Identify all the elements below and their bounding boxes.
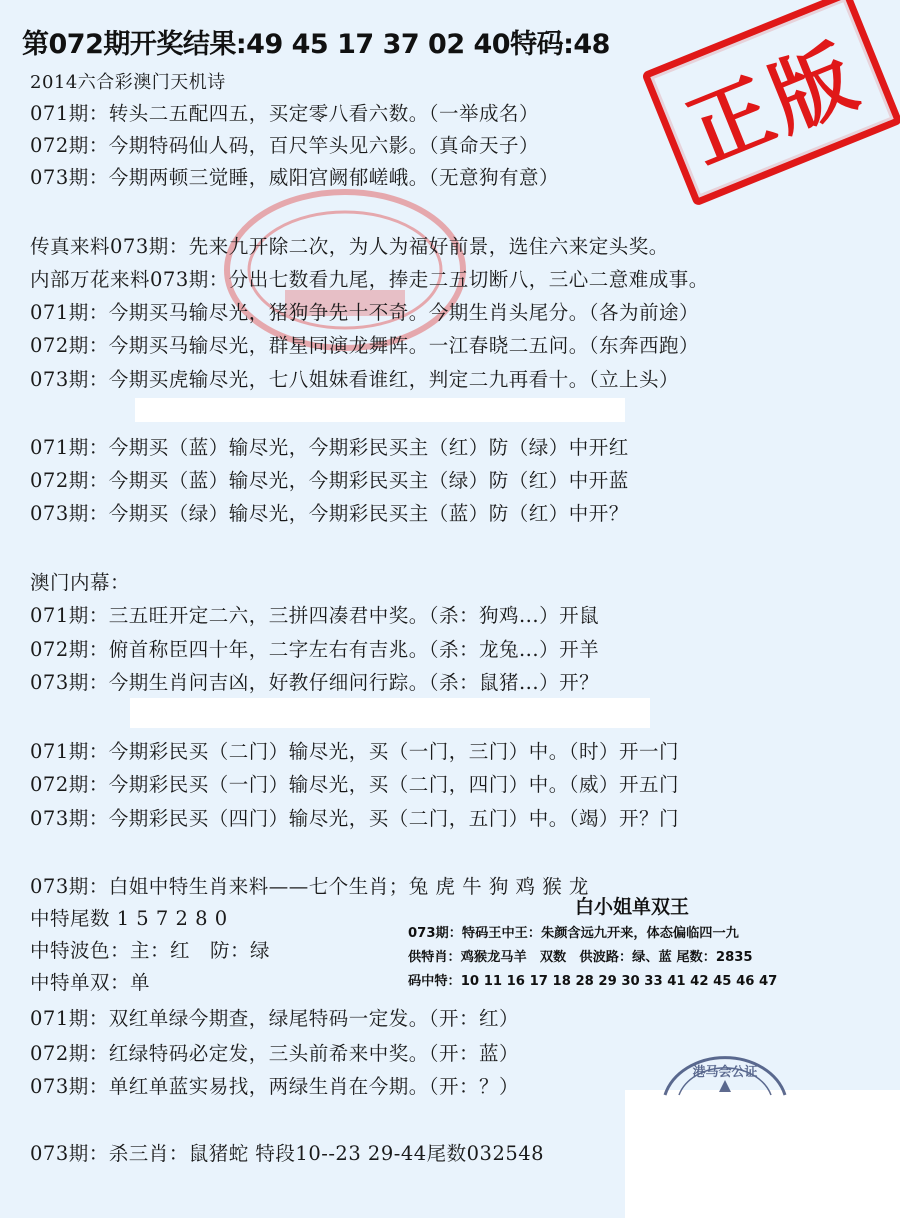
text-line: 073期：单红单蓝实易找，两绿生肖在今期。（开：？） — [30, 1075, 519, 1098]
text-line: 072期：今期彩民买（一门）输尽光，买（二门，四门）中。（威）开五门 — [30, 773, 679, 796]
text-line: 071期：双红单绿今期查，绿尾特码一定发。（开：红） — [30, 1007, 519, 1030]
text-line: 071期：三五旺开定二六，三拼四凑君中奖。（杀：狗鸡...）开鼠 — [30, 604, 600, 627]
text-line: 071期：今期买马输尽光，猪狗争先十不奇。今期生肖头尾分。（各为前途） — [30, 301, 699, 324]
text-line: 072期：今期特码仙人码，百尺竿头见六影。（真命天子） — [30, 134, 539, 157]
seal-label: 港马会公证 — [692, 1065, 758, 1080]
text-line: 内部万花来料073期：分出七数看九尾，捧走二五切断八，三心二意难成事。 — [30, 268, 709, 291]
text-line: 073期：今期生肖问吉凶，好教仔细问行踪。（杀：鼠猪...）开？ — [30, 671, 600, 694]
section-heading: 澳门内幕： — [30, 571, 131, 594]
text-line: 071期：今期彩民买（二门）输尽光，买（一门，三门）中。（时）开一门 — [30, 740, 679, 763]
genuine-stamp: 正版 — [641, 0, 900, 207]
mask-bar — [130, 698, 650, 728]
box-line: 供特肖：鸡猴龙马羊 双数 供波路：绿、蓝 尾数：2835 — [408, 950, 753, 965]
box-line: 073期：特码王中王：朱颜含远九开来，体态偏临四一九 — [408, 926, 739, 941]
text-line: 中特尾数 1 5 7 2 8 0 — [30, 907, 228, 930]
mask-bar — [625, 1090, 900, 1218]
box-title: 白小姐单双王 — [575, 896, 690, 918]
text-line: 073期：白姐中特生肖来料——七个生肖；兔 虎 牛 狗 鸡 猴 龙 — [30, 875, 589, 898]
draw-result-headline: 第072期开奖结果:49 45 17 37 02 40特码:48 — [22, 29, 610, 60]
text-line: 073期：今期彩民买（四门）输尽光，买（二门，五门）中。（竭）开？门 — [30, 807, 679, 830]
text-line: 071期：今期买（蓝）输尽光，今期彩民买主（红）防（绿）中开红 — [30, 436, 629, 459]
text-line: 中特波色：主：红 防：绿 — [30, 939, 271, 962]
text-line: 中特单双：单 — [30, 971, 151, 994]
box-line: 码中特：10 11 16 17 18 28 29 30 33 41 42 45 46 47 — [408, 974, 778, 989]
text-line: 073期：今期买虎输尽光，七八姐妹看谁红，判定二九再看十。（立上头） — [30, 368, 679, 391]
text-line: 传真来料073期：先来九开除二次，为人为福好前景，选住六来定头奖。 — [30, 235, 669, 258]
text-line: 072期：今期买（蓝）输尽光，今期彩民买主（绿）防（红）中开蓝 — [30, 469, 629, 492]
text-line: 072期：俯首称臣四十年，二字左右有吉兆。（杀：龙兔...）开羊 — [30, 638, 600, 661]
partial-seal-icon — [655, 1040, 795, 1100]
poem-title: 2014六合彩澳门天机诗 — [30, 72, 226, 93]
text-line: 072期：今期买马输尽光，群星同演龙舞阵。一江春晓二五问。（东奔西跑） — [30, 334, 699, 357]
text-line: 073期：今期两顿三觉睡，威阳宫阙郁嵯峨。（无意狗有意） — [30, 166, 559, 189]
mask-bar — [135, 398, 625, 422]
text-line: 071期：转头二五配四五，买定零八看六数。（一举成名） — [30, 102, 539, 125]
text-line: 072期：红绿特码必定发，三头前希来中奖。（开：蓝） — [30, 1042, 519, 1065]
text-line: 073期：今期买（绿）输尽光，今期彩民买主（蓝）防（红）中开？ — [30, 502, 629, 525]
text-line: 073期：杀三肖：鼠猪蛇 特段10--23 29-44尾数032548 — [30, 1142, 545, 1165]
